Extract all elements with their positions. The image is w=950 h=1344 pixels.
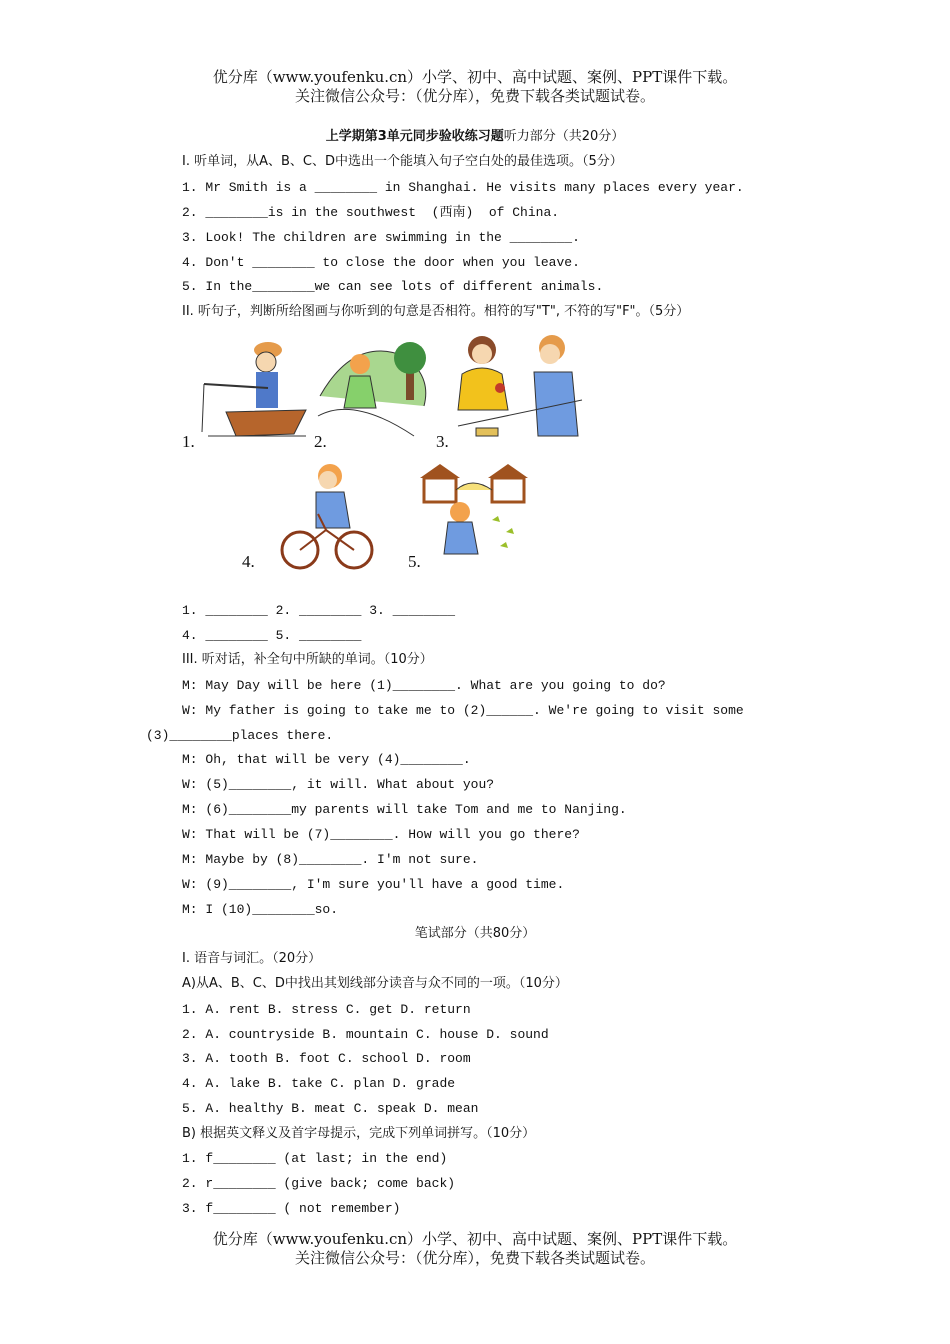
- part-a-item-5: 5. A. healthy B. meat C. speak D. mean: [182, 1101, 479, 1116]
- part1-heading: I. 听单词，从A、B、C、D中选出一个能填入句子空白处的最佳选项。（5分）: [182, 154, 623, 169]
- part1-item-1: 1. Mr Smith is a ________ in Shanghai. He visits many places every year.: [182, 180, 744, 195]
- part1-item-3: 3. Look! The children are swimming in the ________.: [182, 230, 580, 245]
- part-b-item-1: 1. f________ (at last; in the end): [182, 1151, 448, 1166]
- part-b-item-3: 3. f________ ( not remember): [182, 1201, 401, 1216]
- page-footer: [0, 1230, 950, 1268]
- page-header: [0, 68, 950, 106]
- part2-answers-2: 4. ________ 5. ________: [182, 628, 362, 643]
- picture-label-2: 2.: [314, 432, 327, 451]
- header-line-1: 优分库（www.youfenku.cn）小学、初中、高中试题、案例、PPT课件下载。: [212, 68, 738, 86]
- exam-title-rest: 听力部分（共20分）: [503, 129, 625, 144]
- picture-label-4: 4.: [242, 552, 255, 571]
- dialog-line-5: W: (5)________, it will. What about you?: [182, 777, 495, 792]
- part2-heading: II. 听句子，判断所给图画与你听到的句意是否相符。相符的写"T", 不符的写"F"。（5分）: [182, 304, 690, 319]
- part2-answers-1: 1. ________ 2. ________ 3. ________: [182, 603, 456, 618]
- part1-item-2: 2. ________is in the southwest (西南) of China.: [182, 205, 560, 220]
- dialog-line-9: W: (9)________, I'm sure you'll have a good time.: [182, 877, 565, 892]
- part-a-item-2: 2. A. countryside B. mountain C. house D. sound: [182, 1027, 549, 1042]
- part1-item-5: 5. In the________we can see lots of different animals.: [182, 279, 604, 294]
- picture-girl-gate: [416, 460, 532, 570]
- picture-fisherman-boat: [198, 336, 310, 444]
- part-b-item-2: 2. r________ (give back; come back): [182, 1176, 456, 1191]
- dialog-line-10: M: I (10)________so.: [182, 902, 339, 917]
- dialog-line-1: M: May Day will be here (1)________. What are you going to do?: [182, 678, 666, 693]
- dialog-line-3: (3)________places there.: [146, 728, 334, 743]
- dialog-line-4: M: Oh, that will be very (4)________.: [182, 752, 471, 767]
- picture-girl-park: [314, 336, 434, 444]
- part-a-item-3: 3. A. tooth B. foot C. school D. room: [182, 1051, 471, 1066]
- dialog-line-8: M: Maybe by (8)________. I'm not sure.: [182, 852, 479, 867]
- written-part-b: B) 根据英文释义及首字母提示，完成下列单词拼写。（10分）: [182, 1126, 536, 1141]
- picture-label-5: 5.: [408, 552, 421, 571]
- part-a-item-4: 4. A. lake B. take C. plan D. grade: [182, 1076, 456, 1091]
- dialog-line-7: W: That will be (7)________. How will you go there?: [182, 827, 580, 842]
- dialog-line-6: M: (6)________my parents will take Tom and me to Nanjing.: [182, 802, 627, 817]
- exam-title: [0, 129, 950, 145]
- exam-title-bold: 上学期第3单元同步验收练习题: [325, 129, 504, 144]
- part1-item-4: 4. Don't ________ to close the door when you leave.: [182, 255, 580, 270]
- written-section-1: I. 语音与词汇。（20分）: [182, 951, 322, 966]
- dialog-line-2: W: My father is going to take me to (2)______. We're going to visit some: [182, 703, 744, 718]
- part3-heading: III. 听对话，补全句中所缺的单词。（10分）: [182, 652, 433, 667]
- picture-label-3: 3.: [436, 432, 449, 451]
- picture-girl-bicycle: [276, 462, 376, 574]
- written-title: 笔试部分（共80分）: [414, 926, 536, 941]
- written-part-a: A)从A、B、C、D中找出其划线部分读音与众不同的一项。（10分）: [182, 976, 568, 991]
- part-a-item-1: 1. A. rent B. stress C. get D. return: [182, 1002, 471, 1017]
- picture-man-woman-gift: [452, 330, 592, 442]
- footer-line-2: 关注微信公众号：（优分库），免费下载各类试题试卷。: [294, 1249, 655, 1267]
- footer-line-1: 优分库（www.youfenku.cn）小学、初中、高中试题、案例、PPT课件下载。: [212, 1230, 738, 1248]
- header-line-2: 关注微信公众号：（优分库），免费下载各类试题试卷。: [294, 87, 655, 105]
- picture-label-1: 1.: [182, 432, 195, 451]
